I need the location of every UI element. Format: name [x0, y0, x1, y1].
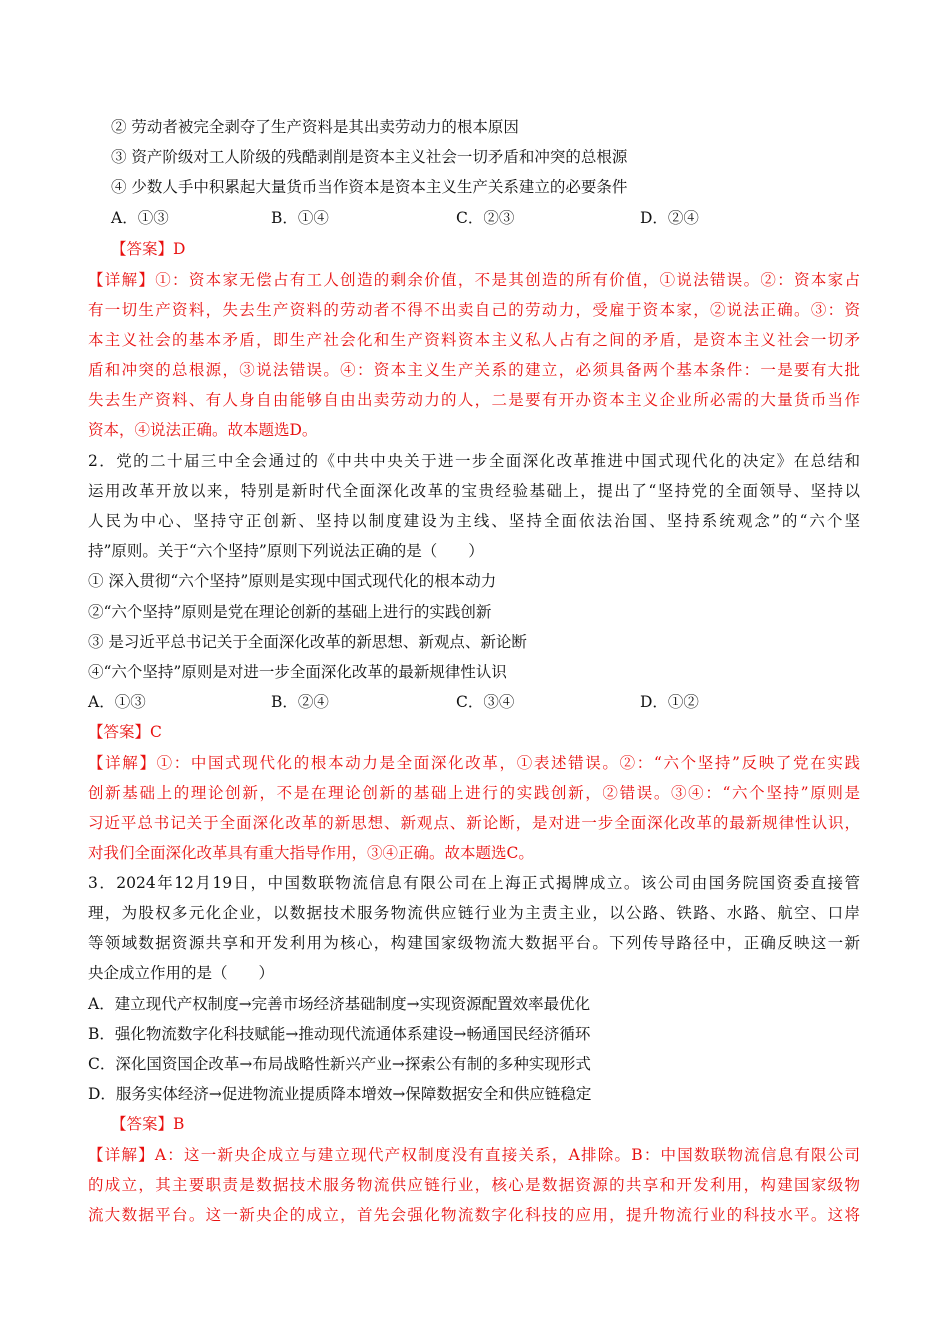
q1-option-b: B．①④	[271, 209, 329, 227]
q2-explain-line: 对我们全面深化改革具有重大指导作用，③④正确。故本题选C。	[88, 844, 534, 862]
q1-explain-line: 有一切生产资料，失去生产资料的劳动者不得不出卖自己的劳动力，受雇于资本家，②说法正确。③：资	[88, 301, 860, 319]
q1-item-4: ④ 少数人手中积累起大量货币当作资本是资本主义生产关系建立的必要条件	[111, 178, 628, 196]
q1-option-c: C．②③	[456, 209, 515, 227]
q2-item-1: ① 深入贯彻“六个坚持”原则是实现中国式现代化的根本动力	[88, 572, 497, 590]
q1-item-2: ② 劳动者被完全剥夺了生产资料是其出卖劳动力的根本原因	[111, 118, 519, 136]
q2-stem-line: 运用改革开放以来，特别是新时代全面深化改革的宝贵经验基础上，提出了“坚持党的全面领导、坚持以	[88, 482, 860, 500]
q2-option-b: B．②④	[271, 693, 329, 711]
q3-option-a: A．建立现代产权制度→完善市场经济基础制度→实现资源配置效率最优化	[88, 995, 591, 1013]
q1-explain-line: 资本，④说法正确。故本题选D。	[88, 421, 318, 439]
q2-item-3: ③ 是习近平总书记关于全面深化改革的新思想、新观点、新论断	[88, 633, 527, 651]
q3-explain-line: 【详解】A：这一新央企成立与建立现代产权制度没有直接关系，A排除。B：中国数联物流信息有限公司	[88, 1146, 860, 1164]
q3-explain-line: 的成立，其主要职责是数据技术服务物流供应链行业，核心是数据资源的共享和开发利用，构建国家级物	[88, 1176, 860, 1194]
q2-explain-line: 创新基础上的理论创新，不是在理论创新的基础上进行的实践创新，②错误。③④：“六个坚持”原则是	[88, 784, 860, 802]
q1-option-d: D．②④	[640, 209, 699, 227]
q2-explain-line: 【详解】①：中国式现代化的根本动力是全面深化改革，①表述错误。②：“六个坚持”反映了党在实践	[88, 754, 860, 772]
q3-stem-line: 央企成立作用的是（ ）	[88, 964, 275, 982]
q3-stem-line: 理，为股权多元化企业，以数据技术服务物流供应链行业为主责主业，以公路、铁路、水路、航空、口岸	[88, 904, 860, 922]
q1-answer: 【答案】D	[111, 240, 186, 258]
q2-option-d: D．①②	[640, 693, 699, 711]
q3-stem-line: 等领域数据资源共享和开发利用为核心，构建国家级物流大数据平台。下列传导路径中，正确反映这一新	[88, 934, 860, 952]
q2-option-c: C．③④	[456, 693, 515, 711]
q3-answer: 【答案】B	[111, 1115, 185, 1133]
q1-explain-line: 盾和冲突的总根源，③说法错误。④：资本主义生产关系的建立，必须具备两个基本条件：一是要有大批	[88, 361, 860, 379]
q1-explain-line: 【详解】①：资本家无偿占有工人创造的剩余价值，不是其创造的所有价值，①说法错误。②：资本家占	[88, 271, 860, 289]
q2-item-4: ④“六个坚持”原则是对进一步全面深化改革的最新规律性认识	[88, 663, 507, 681]
q2-stem-line: 人民为中心、坚持守正创新、坚持以制度建设为主线、坚持全面依法治国、坚持系统观念”的“六个坚	[88, 512, 860, 530]
q1-option-a: A．①③	[111, 209, 169, 227]
q2-option-a: A．①③	[88, 693, 146, 711]
q1-explain-line: 失去生产资料、有人身自由能够自由出卖劳动力的人，二是要有开办资本主义企业所必需的大量货币当作	[88, 391, 860, 409]
q3-explain-line: 流大数据平台。这一新央企的成立，首先会强化物流数字化科技的应用，提升物流行业的科技水平。这将	[88, 1206, 860, 1224]
q3-option-b: B．强化物流数字化科技赋能→推动现代流通体系建设→畅通国民经济循环	[88, 1025, 591, 1043]
q2-answer: 【答案】C	[88, 723, 162, 741]
q3-option-c: C．深化国资国企改革→布局战略性新兴产业→探索公有制的多种实现形式	[88, 1055, 591, 1073]
q1-item-3: ③ 资产阶级对工人阶级的残酷剥削是资本主义社会一切矛盾和冲突的总根源	[111, 148, 628, 166]
q2-stem-line: 2．党的二十届三中全会通过的《中共中央关于进一步全面深化改革推进中国式现代化的决定》在总结和	[88, 452, 860, 470]
q2-item-2: ②“六个坚持”原则是党在理论创新的基础上进行的实践创新	[88, 603, 492, 621]
q3-option-d: D．服务实体经济→促进物流业提质降本增效→保障数据安全和供应链稳定	[88, 1085, 592, 1103]
q2-explain-line: 习近平总书记关于全面深化改革的新思想、新观点、新论断，是对进一步全面深化改革的最新规律性认识，	[88, 814, 860, 832]
q3-stem-line: 3．2024年12月19日，中国数联物流信息有限公司在上海正式揭牌成立。该公司由国务院国资委直接管	[88, 874, 860, 892]
q1-explain-line: 本主义社会的基本矛盾，即生产社会化和生产资料资本主义私人占有之间的矛盾，是资本主义社会一切矛	[88, 331, 860, 349]
q2-stem-line: 持”原则。关于“六个坚持”原则下列说法正确的是（ ）	[88, 542, 484, 560]
